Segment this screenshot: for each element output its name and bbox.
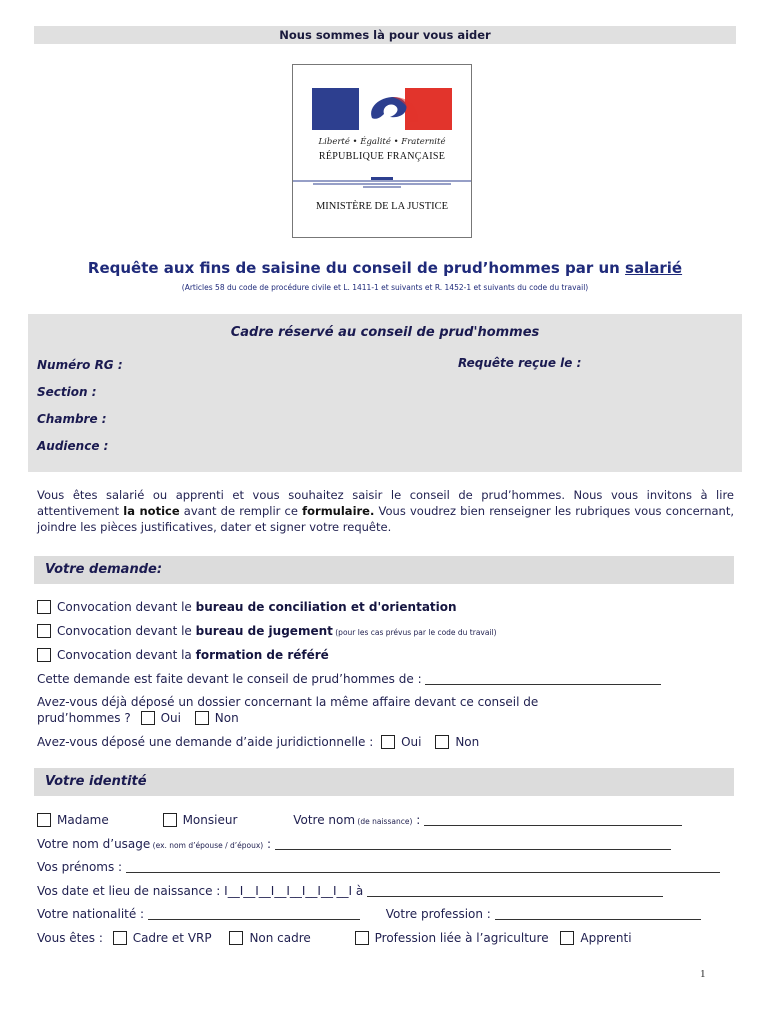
ministry-name: MINISTÈRE DE LA JUSTICE (315, 201, 449, 212)
received-date-label: Requête reçue le : (458, 356, 582, 370)
council-line: Cette demande est faite devant le conseil de prud’hommes de : (37, 672, 661, 686)
rg-number-label: Numéro RG : (37, 358, 123, 372)
form-subtitle: (Articles 58 du code de procédure civile et L. 1411-1 et suivants et R. 1452-1 et suivants du code du travail) (181, 283, 589, 292)
hearing-label: Audience : (37, 439, 109, 453)
council-field[interactable] (425, 672, 661, 685)
option-conciliation: Convocation devant le bureau de conciliation et d'orientation (37, 600, 457, 614)
aide-yes-checkbox[interactable] (381, 735, 395, 749)
ministry-logo (292, 64, 472, 238)
option-jugement: Convocation devant le bureau de jugement (pour les cas prévus par le code du travail) (37, 624, 497, 638)
chamber-label: Chambre : (37, 412, 107, 426)
demande-section-header: Votre demande: (34, 556, 734, 584)
form-title: Requête aux fins de saisine du conseil de prud’hommes par un salarié (87, 259, 683, 277)
first-names-field[interactable] (126, 860, 720, 873)
cadre-checkbox[interactable] (113, 931, 127, 945)
motto: Liberté • Égalité • Fraternité (318, 137, 446, 147)
reserved-title: Cadre réservé au conseil de prud'hommes (230, 325, 540, 340)
dossier-question-line2: prud’hommes ? Oui Non (37, 711, 239, 725)
birth-place-field[interactable] (367, 884, 663, 897)
monsieur-checkbox[interactable] (163, 813, 177, 827)
dossier-no-checkbox[interactable] (195, 711, 209, 725)
dossier-question-line1: Avez-vous déjà déposé un dossier concernant la même affaire devant ce conseil de (37, 695, 539, 709)
section-label: Section : (37, 385, 97, 399)
birth-date-boxes[interactable]: I__I__I__I__I__I__I__I__I (224, 884, 353, 898)
usage-name-field[interactable] (275, 837, 671, 850)
intro-text: Vous êtes salarié ou apprenti et vous souhaitez saisir le conseil de prud’hommes. Nous vous invitons à lire attentivement la notice avant de remplir ce formulaire. Vous voudrez bien renseigner les rubriques vous concernant, joindre les pièces justificatives, dater et signer votre requête. (37, 488, 734, 534)
birth-name-field[interactable] (424, 813, 682, 826)
nationality-line: Votre nationalité : Votre profession : (37, 907, 701, 921)
status-line: Vous êtes : Cadre et VRP Non cadre Profession liée à l’agriculture Apprenti (37, 931, 632, 945)
apprenti-checkbox[interactable] (560, 931, 574, 945)
refere-checkbox[interactable] (37, 648, 51, 662)
republic-name: RÉPUBLIQUE FRANÇAISE (318, 151, 446, 162)
profession-field[interactable] (495, 907, 701, 920)
identite-section-header: Votre identité (34, 768, 734, 796)
usage-name-line: Votre nom d’usage (ex. nom d’épouse / d’époux) : (37, 837, 671, 851)
first-names-line: Vos prénoms : (37, 860, 720, 874)
agriculture-checkbox[interactable] (355, 931, 369, 945)
help-banner: Nous sommes là pour vous aider (34, 26, 736, 44)
marianne-flag-icon (312, 88, 452, 130)
madame-checkbox[interactable] (37, 813, 51, 827)
aide-question: Avez-vous déposé une demande d’aide juridictionnelle : Oui Non (37, 735, 480, 749)
reserved-frame (28, 314, 742, 472)
civility-line: Madame Monsieur Votre nom (de naissance) : (37, 813, 682, 827)
nationality-field[interactable] (148, 907, 360, 920)
page-number: 1 (700, 968, 706, 980)
aide-no-checkbox[interactable] (435, 735, 449, 749)
conciliation-checkbox[interactable] (37, 600, 51, 614)
logo-divider-icon (293, 177, 471, 191)
non-cadre-checkbox[interactable] (229, 931, 243, 945)
birth-line: Vos date et lieu de naissance : I__I__I__I__I__I__I__I__I à (37, 884, 663, 898)
option-refere: Convocation devant la formation de référé (37, 648, 329, 662)
dossier-yes-checkbox[interactable] (141, 711, 155, 725)
jugement-checkbox[interactable] (37, 624, 51, 638)
